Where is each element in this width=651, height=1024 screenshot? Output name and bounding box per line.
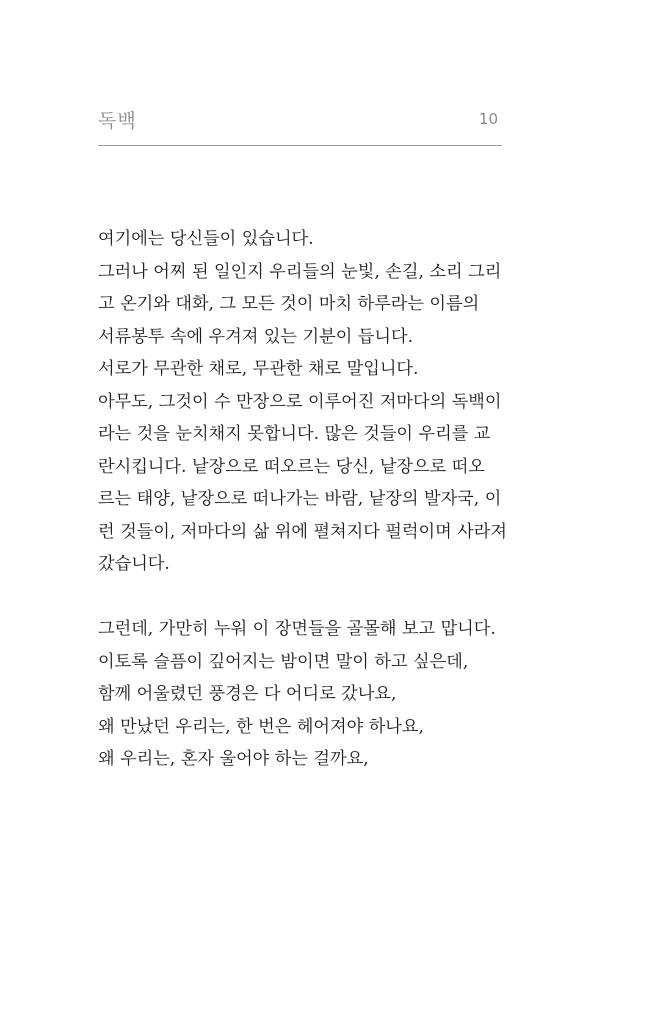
text-line: 왜 만났던 우리는, 한 번은 헤어져야 하나요,: [98, 716, 424, 737]
chapter-title: 독백: [98, 110, 137, 132]
paragraph-gap: [98, 581, 528, 614]
text-line: 여기에는 당신들이 있습니다.: [98, 229, 314, 249]
running-header: [98, 106, 502, 132]
text-line: 함께 어울렸던 풍경은 다 어디로 갔나요,: [98, 684, 397, 704]
paragraph-2: [98, 613, 528, 776]
text-line: 런 것들이, 저마다의 삶 위에 펼쳐지다 펄럭이며 사라져: [98, 521, 507, 542]
text-line: 라는 것을 눈치채지 못합니다. 많은 것들이 우리를 교: [98, 424, 491, 444]
text-line: 아무도, 그것이 수 만장으로 이루어진 저마다의 독백이: [98, 391, 502, 412]
text-line: 왜 우리는, 혼자 울어야 하는 걸까요,: [98, 749, 369, 769]
text-line: 서류봉투 속에 우겨져 있는 기분이 듭니다.: [98, 326, 414, 347]
page-number: 10: [478, 110, 498, 128]
text-line: 르는 태양, 낱장으로 떠나가는 바람, 낱장의 발자국, 이: [98, 489, 502, 509]
text-line: 이토록 슬픔이 깊어지는 밤이면 말이 하고 싶은데,: [98, 651, 469, 672]
text-line: 서로가 무관한 채로, 무관한 채로 말입니다.: [98, 359, 419, 379]
text-line: 고 온기와 대화, 그 모든 것이 마치 하루라는 이름의: [98, 294, 480, 314]
paragraph-1: [98, 223, 528, 581]
header-divider: [98, 145, 502, 146]
text-line: 란시킵니다. 낱장으로 떠오르는 당신, 낱장으로 떠오: [98, 456, 485, 477]
text-line: 그런데, 가만히 누워 이 장면들을 골몰해 보고 맙니다.: [98, 619, 496, 639]
text-line: 그러나 어찌 된 일인지 우리들의 눈빛, 손길, 소리 그리: [98, 261, 502, 282]
body-text: [98, 223, 528, 776]
text-line: 갔습니다.: [98, 554, 170, 574]
